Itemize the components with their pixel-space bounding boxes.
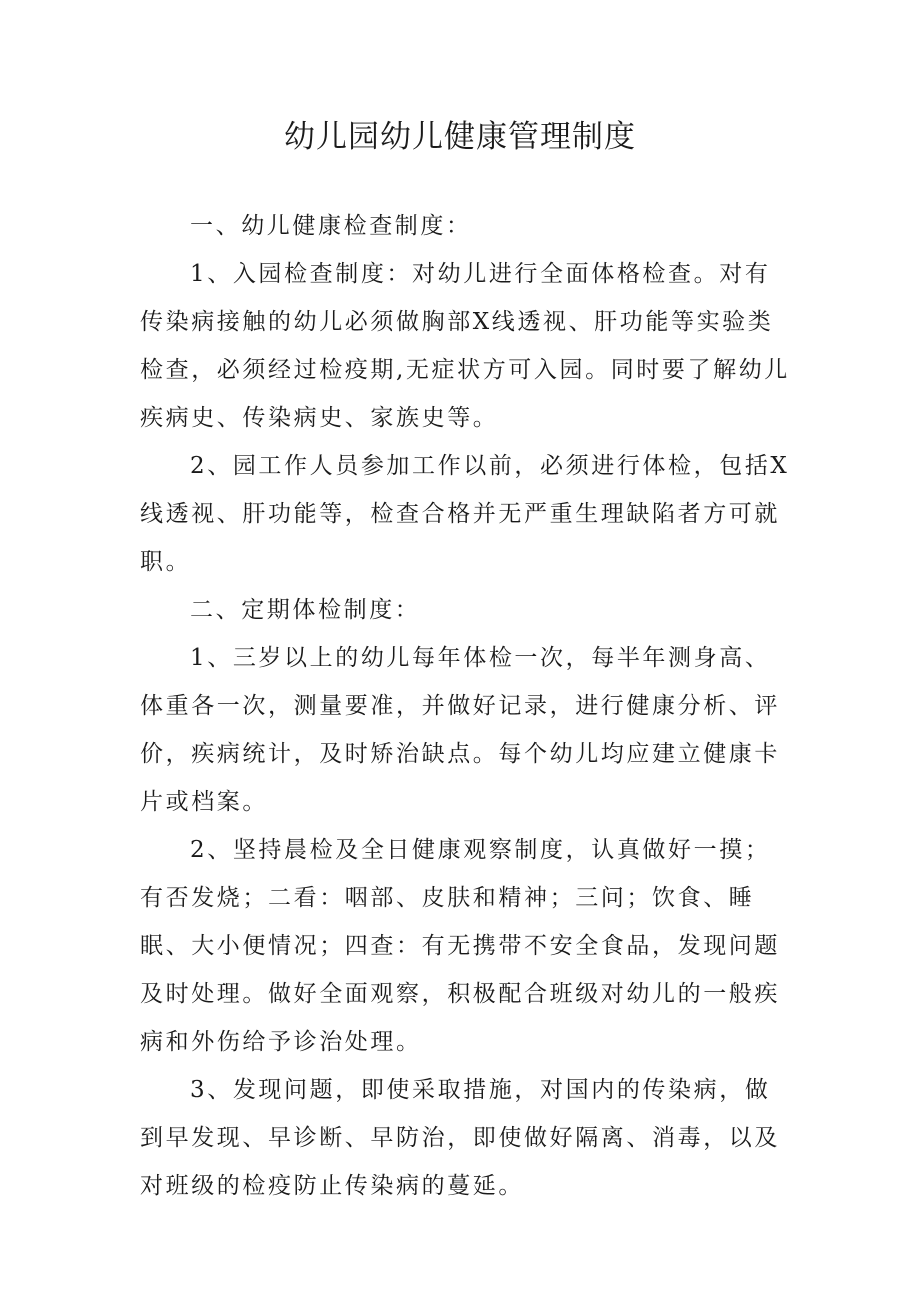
section-heading-regular-check: 二、定期体检制度： — [190, 597, 421, 623]
document-title: 幼儿园幼儿健康管理制度 — [284, 119, 636, 155]
paragraph-disease-prevention: 3、发现问题，即使采取措施，对国内的传染病，做到早发现、早诊断、早防治，即使做好隔离、消毒，以及对班级的检疫防止传染病的蔓延。 — [140, 1077, 780, 1199]
paragraph-admission-check: 1、入园检查制度：对幼儿进行全面体格检查。对有传染病接触的幼儿必须做胸部X线透视、肝功能等实验类检查，必须经过检疫期,无症状方可入园。同时要了解幼儿疾病史、传染病史、家族史等。 — [140, 261, 790, 431]
paragraph-staff-check: 2、园工作人员参加工作以前，必须进行体检，包括X线透视、肝功能等，检查合格并无严重生理缺陷者方可就职。 — [140, 453, 790, 575]
paragraph-morning-check: 2、坚持晨检及全日健康观察制度，认真做好一摸；有否发烧；二看：咽部、皮肤和精神；三问；饮食、睡眠、大小便情况；四查：有无携带不安全食品，发现问题及时处理。做好全面观察，积极配合班级对幼儿的一般疾病和外伤给予诊治处理。 — [140, 837, 780, 1055]
paragraph-annual-check: 1、三岁以上的幼儿每年体检一次，每半年测身高、体重各一次，测量要准，并做好记录，进行健康分析、评价，疾病统计，及时矫治缺点。每个幼儿均应建立健康卡片或档案。 — [140, 645, 780, 815]
document-body — [140, 202, 790, 1210]
section-heading-health-check: 一、幼儿健康检查制度： — [190, 213, 472, 239]
